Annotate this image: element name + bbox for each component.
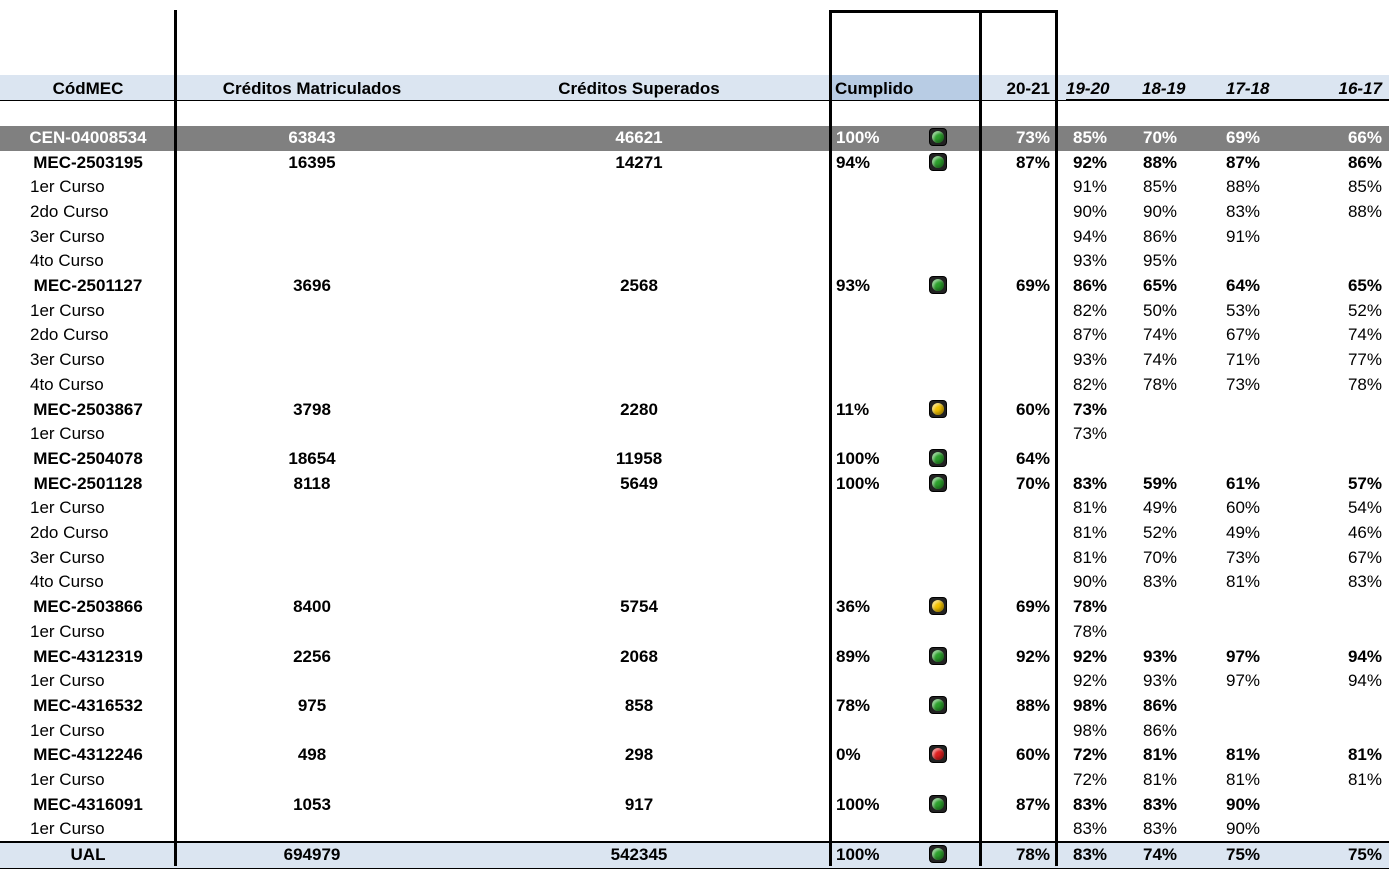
cell-19-20: 93% xyxy=(1073,251,1108,271)
cell-17-18: 91% xyxy=(1226,226,1261,246)
cell-18-19: 90% xyxy=(1143,201,1178,221)
traffic-light-green-icon xyxy=(930,277,946,293)
cell-cod: CEN-04008534 xyxy=(29,128,147,147)
cell-cod: 4to Curso xyxy=(30,374,104,394)
course-row xyxy=(0,323,1389,348)
cell-19-20: 83% xyxy=(1073,845,1108,865)
cell-19-20: 93% xyxy=(1073,350,1108,370)
cell-20-21: 60% xyxy=(1015,745,1050,765)
course-row xyxy=(0,175,1389,200)
cell-18-19: 88% xyxy=(1143,152,1178,172)
cell-16-17: 74% xyxy=(1347,325,1382,345)
cell-cod: 1er Curso xyxy=(30,671,105,691)
cell-19-20: 73% xyxy=(1073,399,1108,419)
cell-20-21: 64% xyxy=(1015,448,1050,468)
header-creditos-superados: Créditos Superados xyxy=(558,79,720,98)
cell-17-18: 83% xyxy=(1226,201,1261,221)
cell-19-20: 87% xyxy=(1073,325,1108,345)
cell-17-18: 64% xyxy=(1226,276,1261,295)
cell-16-17: 65% xyxy=(1347,276,1382,295)
degree-row xyxy=(0,645,1389,670)
cell-cumplido: 94% xyxy=(836,152,871,172)
degree-row xyxy=(0,398,1389,423)
cell-cod: 1er Curso xyxy=(30,300,105,320)
cell-18-19: 83% xyxy=(1143,572,1178,592)
cell-18-19: 85% xyxy=(1143,177,1178,197)
cell-19-20: 92% xyxy=(1073,152,1108,172)
cell-17-18: 81% xyxy=(1226,770,1261,789)
cell-superados: 542345 xyxy=(610,845,668,865)
cell-cod: MEC-4316532 xyxy=(33,695,143,715)
cell-19-20: 90% xyxy=(1073,201,1108,221)
divider-cumplido-right xyxy=(979,10,982,866)
cell-cod: MEC-2501127 xyxy=(33,276,143,295)
cell-matriculados: 18654 xyxy=(288,448,336,468)
cell-17-18: 90% xyxy=(1226,794,1261,814)
cell-18-19: 74% xyxy=(1143,325,1178,345)
cell-18-19: 74% xyxy=(1143,845,1178,865)
traffic-light-green-icon xyxy=(930,450,946,466)
traffic-light-green-icon xyxy=(930,475,946,491)
cell-18-19: 70% xyxy=(1143,547,1178,567)
header-codmec: CódMEC xyxy=(52,79,124,98)
top-border-cumplido xyxy=(829,10,982,13)
cell-18-19: 93% xyxy=(1143,671,1178,691)
course-row xyxy=(0,249,1389,274)
cell-superados: 14271 xyxy=(615,152,663,172)
traffic-light-green-icon xyxy=(930,846,946,862)
cell-18-19: 81% xyxy=(1143,770,1178,789)
cell-16-17: 57% xyxy=(1347,473,1382,493)
degree-row xyxy=(0,447,1389,472)
center-row xyxy=(0,126,1389,151)
traffic-light-yellow-icon xyxy=(930,401,946,417)
cell-16-17: 88% xyxy=(1347,201,1382,221)
cell-16-17: 78% xyxy=(1347,374,1382,394)
cell-matriculados: 694979 xyxy=(283,845,341,865)
cell-16-17: 81% xyxy=(1347,745,1382,765)
cell-19-20: 82% xyxy=(1073,374,1108,394)
cell-19-20: 78% xyxy=(1073,621,1108,641)
course-row xyxy=(0,570,1389,595)
cell-superados: 2568 xyxy=(620,276,658,295)
cell-cod: 3er Curso xyxy=(30,226,105,246)
header-19-20: 19-20 xyxy=(1066,79,1110,98)
cell-cod: 1er Curso xyxy=(30,621,105,641)
degree-row xyxy=(0,595,1389,620)
cell-20-21: 88% xyxy=(1015,695,1050,715)
cell-cod: 1er Curso xyxy=(30,177,105,197)
top-border-2021 xyxy=(979,10,1058,13)
cell-superados: 5754 xyxy=(620,597,658,617)
cell-matriculados: 3696 xyxy=(293,276,331,295)
cell-cod: 2do Curso xyxy=(30,325,109,345)
cell-20-21: 69% xyxy=(1015,276,1050,295)
cell-19-20: 81% xyxy=(1073,523,1108,542)
course-row xyxy=(0,669,1389,694)
cell-cod: 2do Curso xyxy=(30,201,109,221)
cell-18-19: 86% xyxy=(1143,226,1178,246)
cell-19-20: 83% xyxy=(1073,473,1108,493)
cell-17-18: 60% xyxy=(1226,498,1261,518)
header-17-18: 17-18 xyxy=(1226,79,1270,98)
cell-20-21: 69% xyxy=(1015,597,1050,617)
cell-16-17: 77% xyxy=(1347,350,1382,370)
cell-cod: MEC-2504078 xyxy=(33,448,143,468)
cell-cumplido: 89% xyxy=(836,646,871,666)
cell-18-19: 93% xyxy=(1143,646,1178,666)
cell-cod: 3er Curso xyxy=(30,350,105,370)
header-creditos-matriculados: Créditos Matriculados xyxy=(222,79,402,98)
cell-superados: 5649 xyxy=(620,473,658,493)
course-row xyxy=(0,200,1389,225)
cell-cumplido: 100% xyxy=(836,128,880,147)
cell-cod: MEC-2501128 xyxy=(33,473,143,493)
cell-cod: 1er Curso xyxy=(30,720,105,740)
header-16-17: 16-17 xyxy=(1338,79,1382,98)
cell-matriculados: 3798 xyxy=(293,399,331,419)
cell-cumplido: 100% xyxy=(836,845,880,865)
cell-18-19: 74% xyxy=(1143,350,1178,370)
degree-row xyxy=(0,274,1389,299)
cell-19-20: 92% xyxy=(1073,646,1108,666)
cell-superados: 11958 xyxy=(615,448,663,468)
cell-19-20: 85% xyxy=(1073,128,1108,147)
cell-matriculados: 1053 xyxy=(293,794,331,814)
cell-17-18: 53% xyxy=(1226,300,1261,320)
cell-20-21: 87% xyxy=(1015,152,1050,172)
degree-row xyxy=(0,151,1389,176)
course-row xyxy=(0,719,1389,744)
cell-19-20: 78% xyxy=(1073,597,1108,617)
cell-cumplido: 11% xyxy=(836,399,870,419)
course-row xyxy=(0,817,1389,842)
cell-20-21: 78% xyxy=(1015,845,1050,865)
cell-17-18: 97% xyxy=(1226,671,1261,691)
cell-20-21: 92% xyxy=(1015,646,1050,666)
cell-cumplido: 0% xyxy=(836,745,861,765)
traffic-light-green-icon xyxy=(930,154,946,170)
cell-19-20: 81% xyxy=(1073,498,1108,518)
cell-cod: MEC-4312319 xyxy=(33,646,143,666)
cell-cod: 1er Curso xyxy=(30,424,105,444)
cell-18-19: 86% xyxy=(1143,720,1178,740)
cell-16-17: 94% xyxy=(1347,646,1382,666)
cell-cod: 3er Curso xyxy=(30,547,105,567)
degree-row xyxy=(0,472,1389,497)
cell-18-19: 81% xyxy=(1143,745,1178,765)
cell-matriculados: 8118 xyxy=(293,473,331,493)
cell-cumplido: 100% xyxy=(836,794,880,814)
cell-19-20: 86% xyxy=(1073,276,1108,295)
cell-cumplido: 93% xyxy=(836,276,871,295)
traffic-light-red-icon xyxy=(930,746,946,762)
cell-17-18: 49% xyxy=(1226,523,1261,542)
course-row xyxy=(0,496,1389,521)
cell-superados: 858 xyxy=(624,695,654,715)
cell-cod: MEC-2503195 xyxy=(33,152,143,172)
cell-superados: 2068 xyxy=(620,646,658,666)
course-row xyxy=(0,546,1389,571)
cell-18-19: 78% xyxy=(1143,374,1178,394)
traffic-light-green-icon xyxy=(930,697,946,713)
traffic-light-yellow-icon xyxy=(930,598,946,614)
cell-17-18: 87% xyxy=(1226,152,1261,172)
cell-16-17: 85% xyxy=(1347,177,1382,197)
cell-19-20: 83% xyxy=(1073,819,1108,839)
cell-17-18: 88% xyxy=(1226,177,1261,197)
cell-17-18: 67% xyxy=(1226,325,1261,345)
cell-matriculados: 63843 xyxy=(288,128,336,147)
cell-16-17: 86% xyxy=(1347,152,1382,172)
cell-18-19: 50% xyxy=(1143,300,1178,320)
cell-18-19: 83% xyxy=(1143,819,1178,839)
cell-superados: 46621 xyxy=(615,128,663,147)
cell-cod: UAL xyxy=(70,845,106,865)
cell-19-20: 94% xyxy=(1073,226,1108,246)
course-row xyxy=(0,373,1389,398)
cell-19-20: 98% xyxy=(1073,695,1108,715)
cell-16-17: 81% xyxy=(1347,770,1382,789)
cell-cod: 1er Curso xyxy=(30,770,105,789)
cell-cod: 1er Curso xyxy=(30,819,105,839)
cell-cod: MEC-2503867 xyxy=(33,399,143,419)
header-cumplido: Cumplido xyxy=(835,79,914,98)
traffic-light-green-icon xyxy=(930,648,946,664)
cell-18-19: 59% xyxy=(1143,473,1178,493)
cell-17-18: 97% xyxy=(1226,646,1261,666)
cell-16-17: 54% xyxy=(1347,498,1382,518)
cell-19-20: 83% xyxy=(1073,794,1108,814)
cell-18-19: 86% xyxy=(1143,695,1178,715)
degree-row xyxy=(0,743,1389,768)
cell-cod: MEC-4316091 xyxy=(33,794,143,814)
cell-matriculados: 498 xyxy=(297,745,327,765)
cell-17-18: 81% xyxy=(1226,572,1261,592)
header-20-21: 20-21 xyxy=(1006,79,1050,98)
cell-16-17: 46% xyxy=(1347,523,1382,542)
cell-cod: 1er Curso xyxy=(30,498,105,518)
top-border-left xyxy=(174,10,177,13)
cell-18-19: 65% xyxy=(1143,276,1178,295)
cell-17-18: 73% xyxy=(1226,547,1261,567)
cell-cumplido: 78% xyxy=(836,695,871,715)
cell-17-18: 81% xyxy=(1226,745,1261,765)
cell-superados: 917 xyxy=(624,794,654,814)
cell-cod: 4to Curso xyxy=(30,572,104,592)
cell-19-20: 73% xyxy=(1073,424,1108,444)
course-row xyxy=(0,299,1389,324)
header-col-underline xyxy=(1066,99,1389,100)
cell-cod: 4to Curso xyxy=(30,251,104,271)
cell-19-20: 92% xyxy=(1073,671,1108,691)
cell-19-20: 81% xyxy=(1073,547,1108,567)
traffic-light-green-icon xyxy=(930,129,946,145)
cell-18-19: 95% xyxy=(1143,251,1178,271)
cell-20-21: 70% xyxy=(1015,473,1050,493)
cell-cod: 2do Curso xyxy=(30,523,109,542)
cell-17-18: 73% xyxy=(1226,374,1261,394)
cell-cod: MEC-2503866 xyxy=(33,597,143,617)
course-row xyxy=(0,620,1389,645)
divider-cumplido-left xyxy=(829,10,832,866)
header-18-19: 18-19 xyxy=(1142,79,1186,98)
cell-16-17: 83% xyxy=(1347,572,1382,592)
cell-20-21: 60% xyxy=(1015,399,1050,419)
cell-matriculados: 8400 xyxy=(293,597,331,617)
course-row xyxy=(0,521,1389,546)
course-row xyxy=(0,348,1389,373)
cell-superados: 2280 xyxy=(620,399,658,419)
cell-18-19: 70% xyxy=(1143,128,1178,147)
cell-18-19: 49% xyxy=(1143,498,1178,518)
cell-19-20: 90% xyxy=(1073,572,1108,592)
divider-left xyxy=(174,10,177,866)
cell-matriculados: 975 xyxy=(297,695,327,715)
cell-19-20: 91% xyxy=(1073,177,1108,197)
cell-16-17: 94% xyxy=(1347,671,1382,691)
cell-superados: 298 xyxy=(624,745,654,765)
total-row xyxy=(0,843,1389,868)
cell-17-18: 69% xyxy=(1226,128,1261,147)
cell-matriculados: 2256 xyxy=(293,646,331,666)
course-row xyxy=(0,225,1389,250)
cell-16-17: 52% xyxy=(1347,300,1382,320)
traffic-light-green-icon xyxy=(930,796,946,812)
cell-17-18: 90% xyxy=(1226,819,1261,839)
cell-cumplido: 100% xyxy=(836,473,880,493)
cell-cumplido: 100% xyxy=(836,448,880,468)
degree-row xyxy=(0,694,1389,719)
cell-cumplido: 36% xyxy=(836,597,871,617)
cell-16-17: 66% xyxy=(1347,128,1382,147)
course-row xyxy=(0,768,1389,793)
cell-16-17: 67% xyxy=(1347,547,1382,567)
cell-18-19: 83% xyxy=(1143,794,1178,814)
divider-2021-right xyxy=(1055,10,1058,866)
cell-matriculados: 16395 xyxy=(288,152,336,172)
cell-17-18: 61% xyxy=(1226,473,1261,493)
cell-20-21: 73% xyxy=(1015,128,1050,147)
cell-cod: MEC-4312246 xyxy=(33,745,143,765)
cell-20-21: 87% xyxy=(1015,794,1050,814)
cell-18-19: 52% xyxy=(1143,523,1178,542)
cell-17-18: 71% xyxy=(1226,350,1261,370)
cell-17-18: 75% xyxy=(1226,845,1261,865)
cell-19-20: 82% xyxy=(1073,300,1108,320)
degree-row xyxy=(0,793,1389,818)
cell-19-20: 72% xyxy=(1073,770,1108,789)
course-row xyxy=(0,422,1389,447)
cell-19-20: 98% xyxy=(1073,720,1108,740)
cell-19-20: 72% xyxy=(1073,745,1108,765)
cell-16-17: 75% xyxy=(1347,845,1382,865)
